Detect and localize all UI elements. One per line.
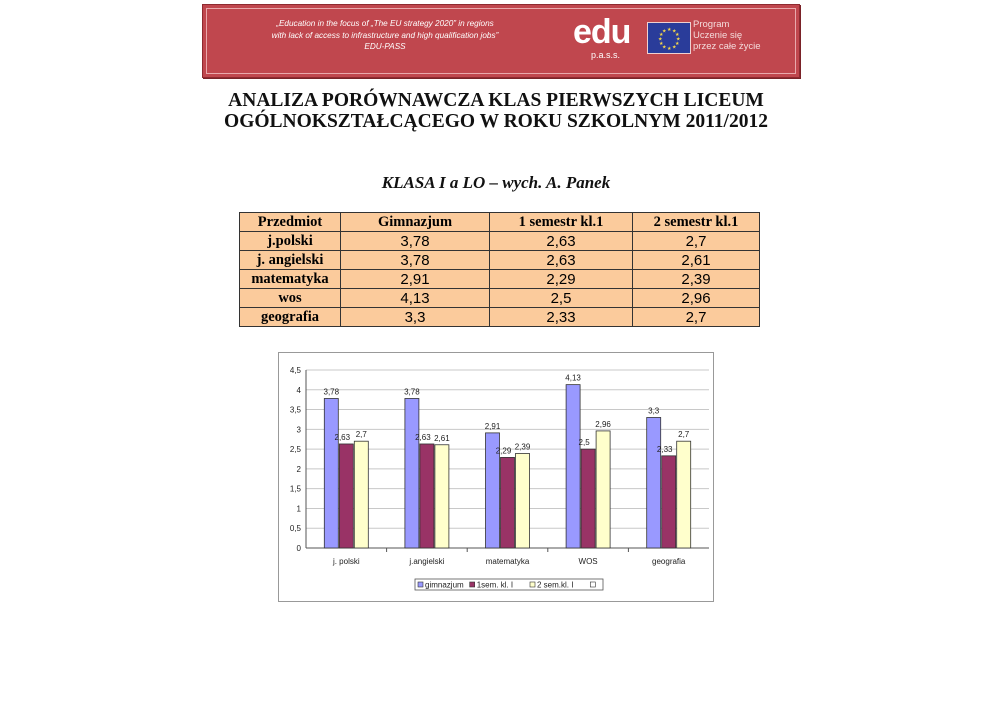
bar <box>566 385 580 548</box>
bar <box>405 398 419 548</box>
table-row <box>240 251 760 270</box>
table-row <box>240 270 760 289</box>
data-label: 2,63 <box>415 432 431 442</box>
data-label: 2,33 <box>656 444 673 454</box>
data-label: 2,63 <box>334 432 351 442</box>
banner-line-1: „Education in the focus of „The EU strategy 2020” in regions <box>276 19 494 28</box>
y-tick-label: 0,5 <box>289 524 301 534</box>
y-tick-label: 1 <box>296 504 301 514</box>
banner-line-2: with lack of access to infrastructure and high qualification jobs” <box>271 30 499 40</box>
data-label: 2,7 <box>678 430 690 440</box>
value-cell: 4,13 <box>341 289 490 308</box>
grades-table <box>239 212 760 327</box>
table-header-row <box>240 213 760 232</box>
value-cell: 2,63 <box>490 232 633 251</box>
header-cell: Gimnazjum <box>341 213 490 232</box>
svg-text:★: ★ <box>667 27 672 33</box>
edu-logo-sub: p.a.s.s. <box>591 50 621 60</box>
value-cell: 2,7 <box>633 232 760 251</box>
bar <box>420 444 434 548</box>
x-tick-label: WOS <box>578 557 598 566</box>
class-subtitle: KLASA I a LO – wych. A. Panek <box>381 173 611 192</box>
x-tick-label: j. polski <box>332 557 360 566</box>
legend-swatch <box>418 582 423 587</box>
subject-cell: wos <box>240 289 341 308</box>
page-title <box>0 90 992 132</box>
y-tick-label: 2,5 <box>289 445 301 455</box>
bar <box>662 456 676 548</box>
subject-cell: geografia <box>240 308 341 327</box>
edu-pass-logo <box>567 15 637 67</box>
svg-text:★: ★ <box>659 32 664 38</box>
header-cell: 2 semestr kl.1 <box>633 213 760 232</box>
bar <box>581 449 595 548</box>
y-tick-label: 2 <box>296 464 301 474</box>
program-caption <box>693 19 761 52</box>
svg-text:★: ★ <box>662 28 667 35</box>
y-tick-label: 4,5 <box>289 366 301 375</box>
value-cell: 3,78 <box>341 232 490 251</box>
value-cell: 3,3 <box>341 308 490 327</box>
bar <box>324 398 338 548</box>
svg-text:★: ★ <box>675 32 680 38</box>
banner-slogan <box>211 18 559 53</box>
program-line-3: przez całe życie <box>693 41 761 52</box>
value-cell: 2,7 <box>633 308 760 327</box>
value-cell: 2,61 <box>633 251 760 270</box>
bar <box>501 457 515 548</box>
banner-line-3: EDU-PASS <box>364 42 406 51</box>
svg-text:★: ★ <box>662 44 667 51</box>
svg-text:★: ★ <box>676 36 681 43</box>
value-cell: 2,5 <box>490 289 633 308</box>
svg-text:★: ★ <box>672 44 677 51</box>
title-line-1: ANALIZA PORÓWNAWCZA KLAS PIERWSZYCH LICEUM <box>228 90 764 111</box>
value-cell: 2,39 <box>633 270 760 289</box>
data-label: 2,91 <box>484 421 501 431</box>
x-tick-label: j.angielski <box>409 557 445 566</box>
bar <box>339 444 353 548</box>
data-label: 2,5 <box>578 438 590 448</box>
data-label: 2,7 <box>355 430 367 440</box>
data-label: 2,39 <box>514 442 531 452</box>
svg-text:★: ★ <box>658 36 663 43</box>
subject-cell: j. angielski <box>240 251 341 270</box>
value-cell: 2,63 <box>490 251 633 270</box>
title-line-2: OGÓLNOKSZTAŁCĄCEGO W ROKU SZKOLNYM 2011/2012 <box>224 111 768 132</box>
header-cell: Przedmiot <box>240 213 341 232</box>
value-cell: 2,33 <box>490 308 633 327</box>
table-row <box>240 308 760 327</box>
subject-cell: j.polski <box>240 232 341 251</box>
table-row <box>240 289 760 308</box>
y-tick-label: 3 <box>296 425 301 435</box>
svg-text:★: ★ <box>675 41 680 47</box>
data-label: 3,78 <box>323 387 340 397</box>
program-line-2: Uczenie się <box>693 30 743 41</box>
y-tick-label: 0 <box>296 544 301 553</box>
y-tick-label: 3,5 <box>289 405 301 415</box>
bar <box>516 453 530 548</box>
svg-text:★: ★ <box>659 41 664 47</box>
table-row <box>240 232 760 251</box>
grades-chart <box>278 352 714 602</box>
svg-text:★: ★ <box>672 28 677 35</box>
chart-canvas <box>279 353 713 601</box>
y-tick-label: 1,5 <box>289 484 301 494</box>
value-cell: 2,91 <box>341 270 490 289</box>
edu-logo-word: edu <box>573 13 631 51</box>
legend-swatch <box>530 582 535 587</box>
data-label: 2,61 <box>434 433 450 443</box>
program-line-1: Program <box>693 19 730 30</box>
svg-text:★: ★ <box>667 46 672 52</box>
legend-swatch <box>470 582 475 587</box>
data-label: 2,96 <box>595 419 611 429</box>
header-banner <box>202 4 800 78</box>
value-cell: 2,29 <box>490 270 633 289</box>
bar <box>647 417 661 548</box>
bar <box>354 441 368 548</box>
x-tick-label: geografia <box>652 557 686 566</box>
eu-flag-icon <box>647 22 691 54</box>
data-label: 3,78 <box>404 387 420 397</box>
bar <box>677 441 691 548</box>
legend-label: gimnazjum <box>425 580 464 590</box>
value-cell: 2,96 <box>633 289 760 308</box>
legend-swatch <box>590 582 595 587</box>
data-label: 4,13 <box>565 373 581 383</box>
legend-label: 1sem. kl. I <box>476 580 514 590</box>
legend-label: 2 sem.kl. I <box>537 580 574 590</box>
bar <box>596 431 610 548</box>
data-label: 3,3 <box>648 406 660 416</box>
header-cell: 1 semestr kl.1 <box>490 213 633 232</box>
value-cell: 3,78 <box>341 251 490 270</box>
bar <box>435 445 449 548</box>
subject-cell: matematyka <box>240 270 341 289</box>
data-label: 2,29 <box>495 446 512 456</box>
x-tick-label: matematyka <box>485 557 530 566</box>
y-tick-label: 4 <box>296 385 301 395</box>
